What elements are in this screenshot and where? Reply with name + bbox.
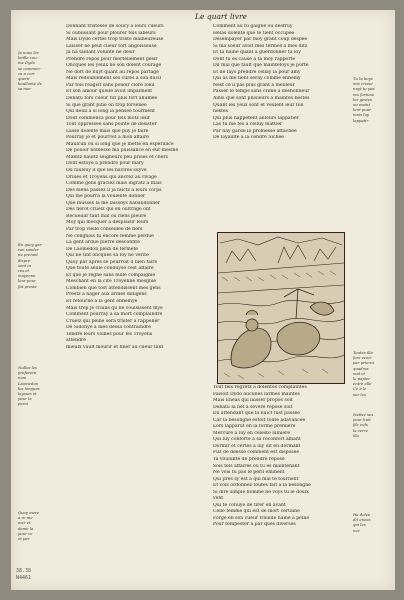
text-line: La gent ardue pierre desconfite (66, 240, 140, 246)
text-line: Qui plus nappetent ailleurs lappatier (213, 115, 299, 121)
text-line: Lors lapparut en la forme premiere (213, 424, 296, 430)
margin-gloss-right-bottom (353, 512, 371, 533)
text-line: Qui deuil a si long la pensee tourment (66, 109, 155, 115)
pencil-note: 38.38 (16, 568, 32, 574)
gloss-line: nom (18, 375, 27, 381)
text-line: Que musses la me laissoys habandonner (66, 200, 161, 206)
gloss-line: Ja nous les (18, 50, 39, 55)
woodcut-scene-icon (218, 233, 344, 383)
text-line: Des fierot cruelz qui en oultrage ont (66, 207, 151, 213)
text-line: Comment au tu gaigne ou destruy (213, 24, 293, 29)
text-line: Mais redoublement ses cures a son ducil (66, 76, 162, 82)
gloss-line: nez (353, 527, 360, 533)
gloss-line: Ha dolee (353, 512, 371, 517)
text-line: Comme gens graciez mais ingratz a mais (66, 181, 162, 187)
gloss-line: mal et (353, 370, 366, 376)
gloss-line: a re me (18, 515, 33, 521)
text-line: Pour tempester a par ques diverses (213, 522, 296, 528)
text-line: attendre (66, 338, 86, 344)
text-line: Qui te conuye de tirer en avant (213, 502, 286, 508)
text-line: Par fois reagist sans pouoir clore loeil (66, 82, 155, 88)
text-line: Prestz a nager aux armes dilligens (66, 292, 147, 298)
gloss-line: sent in (18, 262, 32, 268)
text-line: Comment pourray a sa mort complaindre (66, 312, 163, 318)
gloss-line: Tu la boys (353, 76, 373, 81)
pencil-inventory-note (16, 568, 31, 582)
text-line: Qui pres sy est a qui mal te tournent (213, 476, 299, 482)
gloss-line: ron ronder (18, 247, 39, 253)
gloss-line: ou maint (353, 101, 370, 107)
text-line: Oncques les yeulx ne son dolent courage (66, 63, 162, 69)
text-line: Nest ce il pas plus grant a meilleur (213, 82, 295, 88)
text-line: Meschant en la cite Troyenne mesgnie (66, 279, 157, 285)
text-line: Helas dolente que te tient occupee (213, 30, 295, 36)
gloss-line: querir (18, 75, 30, 81)
gloss-line: se commen- (18, 65, 41, 71)
margin-gloss-left-middle (18, 242, 43, 289)
gloss-line: lappatir (353, 117, 369, 123)
gloss-line: mis croise (353, 81, 373, 87)
text-line: vent (213, 496, 224, 502)
text-line: Filz de deesse comment est disposee (213, 450, 300, 456)
text-line: De loyaulte a la cendre Sichee (213, 135, 284, 141)
margin-gloss-right-lower (353, 412, 373, 438)
gloss-line: mer et (18, 520, 31, 526)
gloss-line: leur pour (353, 107, 371, 113)
margin-gloss-right-top (353, 76, 375, 123)
gloss-line: sur les (353, 391, 366, 397)
text-line: Si dire simple homme ne voys tu le doulx (213, 489, 309, 495)
text-line: Qui ne tint oncques sa foy ne verite (66, 253, 149, 259)
gloss-line: et par (18, 535, 30, 541)
gloss-line: laysses et (18, 390, 37, 396)
text-line: Desempayer par moy grant coup despee (213, 37, 308, 43)
text-line: Mais Eneas qui laisser propos soit (213, 398, 293, 404)
book-page (11, 10, 395, 590)
gloss-line: paroi (18, 401, 29, 407)
text-line: Moy qui mocquer a desplaisir leurs (66, 220, 149, 226)
gloss-line: Laomedon (18, 380, 39, 386)
text-line: Celle femme qui est de mort certaine (213, 509, 300, 515)
text-line: Ne dort de nuyt quant au repos partage (66, 69, 159, 75)
margin-gloss-left-bottom (18, 510, 39, 541)
text-line: Ou faulsuy il que les navires suyve (66, 168, 147, 174)
text-line: Et retourne a la gent ennemye (66, 298, 138, 304)
text-line: De Laomedon plein de fermete (66, 246, 139, 252)
text-line: Prendre repos pour mortellement gesir (66, 56, 158, 62)
text-line: Du mal que fault que maintefoys je porte (213, 63, 309, 69)
text-line: Ne vois tu pas le peril eminent (213, 470, 285, 476)
gloss-line: entre elle (353, 381, 372, 387)
text-line: Oriues et Troyens qui ancrez au rivage (66, 174, 157, 180)
woodcut-illustration (217, 232, 345, 384)
text-line: Maulcun ou si long que je mette en esperance (66, 141, 174, 147)
text-line: En attendant que la nuict fust passee (213, 411, 300, 417)
gloss-line: Quoy mere (18, 510, 40, 515)
gloss-line: baille cou- (18, 55, 38, 61)
gloss-line: les longues (18, 385, 40, 391)
gloss-line: les gestes (353, 96, 372, 102)
text-line: Dont tu es cause a ta moy rapporte (213, 56, 296, 62)
pencil-note: N4461 (16, 575, 32, 581)
text-line: Car la besongne estoit toute adavancee (213, 417, 306, 423)
text-line: mieulx vault mourir et finer au cueur tant (66, 344, 164, 350)
text-line: Mercure a luy en celeste lumiere (213, 430, 291, 436)
page-title: Le quart livre (195, 12, 247, 21)
gloss-line: moyenne (18, 273, 36, 279)
text-line: Faisoit Dydo aucunes larmes maintes (213, 391, 300, 397)
text-line: Passer le temps sans crime a deshonneur (213, 89, 310, 95)
text-line: Lasse dolente mais que puy je faire (66, 128, 149, 134)
text-line: Tout oppressee sans pointe de desister (66, 122, 157, 128)
text-line: Par nay garde la promesse attachee (213, 128, 297, 134)
gloss-line: fors veoir (353, 355, 372, 361)
text-line: Et son amour quelle avoit impaiment (66, 89, 153, 95)
text-line: Ta voulunte de prendre repose (213, 457, 285, 463)
text-line: Qui me pourra la voulente donner (66, 194, 146, 200)
text-line: Dormir et certes a luy dit en dormant (213, 443, 301, 449)
gloss-line: pour huit (353, 417, 371, 423)
gloss-line: dit eneas (353, 517, 371, 523)
gloss-line: En quoy gar- (18, 242, 43, 247)
gloss-line: ca a con- (18, 70, 36, 76)
gloss-line: ne prenoit (18, 252, 38, 258)
gloss-line: mais luy (353, 112, 370, 118)
margin-gloss-left-top (18, 50, 42, 92)
text-line: Que toute seule conduyse cest affaire (66, 266, 154, 272)
gloss-line: par prieres (353, 360, 375, 366)
text-line: Pourray je et pourroit a mon affaire (66, 135, 149, 141)
text-line: De Sidonye a mes dessa contraindre (66, 325, 151, 331)
gloss-line: fut preste (18, 283, 37, 289)
text-line: Debatu la nef a severe repose soit (213, 404, 293, 410)
left-text-column (66, 24, 212, 351)
gloss-line: nuyt tu pas (353, 86, 375, 92)
text-line: Laisser ne peut cueur fort angoisseuse (66, 43, 157, 49)
text-line: Forge en son cueur fraulde haine a peine (213, 515, 310, 521)
gloss-line: qui les (353, 522, 366, 528)
text-line: Quant les yeux sont et veulent leur fon (213, 102, 304, 108)
text-line: Si que grant pitie on trop forsenee (66, 102, 147, 108)
text-line: Debatu fors cueur fut plus fort allumee (66, 96, 158, 102)
gloss-line: pour la (18, 396, 32, 402)
gloss-line: dispre- (18, 257, 32, 263)
gloss-line: preferera (18, 370, 37, 376)
text-line: Et ne fays prendre cellay la pour amy (213, 69, 301, 75)
text-line: Ne congnois tu encore femme perdue (66, 233, 154, 239)
gloss-line: me Dydo (18, 60, 35, 66)
text-line: Qui as me tient seray comme ennemy (213, 76, 301, 82)
text-line: Si ma soeur avoit mes termes a mes ditz (213, 43, 308, 49)
gloss-line: Toutes illa (353, 350, 373, 355)
text-line: Et vois ordonnez toutes fait a la besongne (213, 483, 311, 489)
gloss-line: ma fortune (353, 91, 375, 97)
text-line: Tendre leurs voilles pour les Troyens (66, 331, 153, 337)
gloss-line: boullante de (18, 81, 42, 87)
gloss-line: pour ce (18, 530, 33, 536)
text-line: Et ta haine quant a guerdonner ta loy (213, 50, 301, 56)
text-line: Qui luy conforte a sa reconfort amant (213, 437, 301, 443)
gloss-line: illa (353, 432, 359, 438)
gloss-line: leur pour (18, 278, 36, 284)
gloss-line: Nulles les (18, 365, 38, 370)
margin-gloss-right-middle (353, 350, 374, 397)
text-line: Par trop vielle conseillee de fiers (66, 226, 143, 232)
gloss-line: sa mer (18, 86, 32, 92)
gloss-line: la cerre (353, 427, 368, 433)
gloss-line: filz euls (353, 422, 368, 428)
text-line: Combien que tost attendissent mes gens (66, 285, 161, 291)
text-line: Dont estoye a prendre pour mary (66, 161, 144, 167)
text-line: Donnant tristesse de soucy a leurs cueurs (66, 24, 164, 29)
text-line: Mais Dydo certes trop triste malheureuse (66, 37, 164, 43)
gloss-line: res et (18, 267, 29, 273)
margin-gloss-left-lower (18, 365, 40, 407)
text-line: Sois tels affaires ou tu es maintenant (213, 463, 300, 469)
gloss-line: dame la (18, 525, 34, 531)
text-line: Et que je regne sans nulle compaignie (66, 272, 156, 278)
text-line: Cruelz qui peine sera traiter a rappeller (66, 318, 160, 324)
gloss-line: Nattez ses (353, 412, 374, 417)
text-line: Tout tels regretz a dolentes complaintes (213, 385, 307, 390)
text-line: Ainsi que sont plusieurs a maintes bestes (213, 96, 310, 102)
text-line: Recueillir tant mal ou riens pleure (66, 213, 147, 219)
text-line: Dont commenca pour tels motz issir (66, 115, 151, 121)
right-text-column-top (213, 24, 341, 142)
gloss-line: quadras (353, 365, 369, 371)
text-line: Des biens passez il ja faictz a leurs corps (66, 187, 162, 193)
text-line: nestes (213, 109, 228, 115)
gloss-line: Ce a le (353, 386, 367, 392)
right-text-column-bottom (213, 385, 341, 529)
text-line: Ja na taillant volunte ne desir (66, 50, 135, 56)
text-line: Mais trop je crains qu ne voulsissent mye (66, 305, 163, 311)
gloss-line: le papier (353, 375, 371, 381)
text-line: Maintz haultz seigneurs peu prises et chers (66, 154, 168, 160)
text-line: De pouoir noblesse ma puissance en eur mesme (66, 148, 179, 154)
text-line: Si oublissant pour plourer tels labeurs (66, 30, 156, 36)
text-line: Las tu me fes a celluy mattier (213, 122, 283, 128)
text-line: Quoy par apres se pourroit il bien faire (66, 259, 158, 265)
